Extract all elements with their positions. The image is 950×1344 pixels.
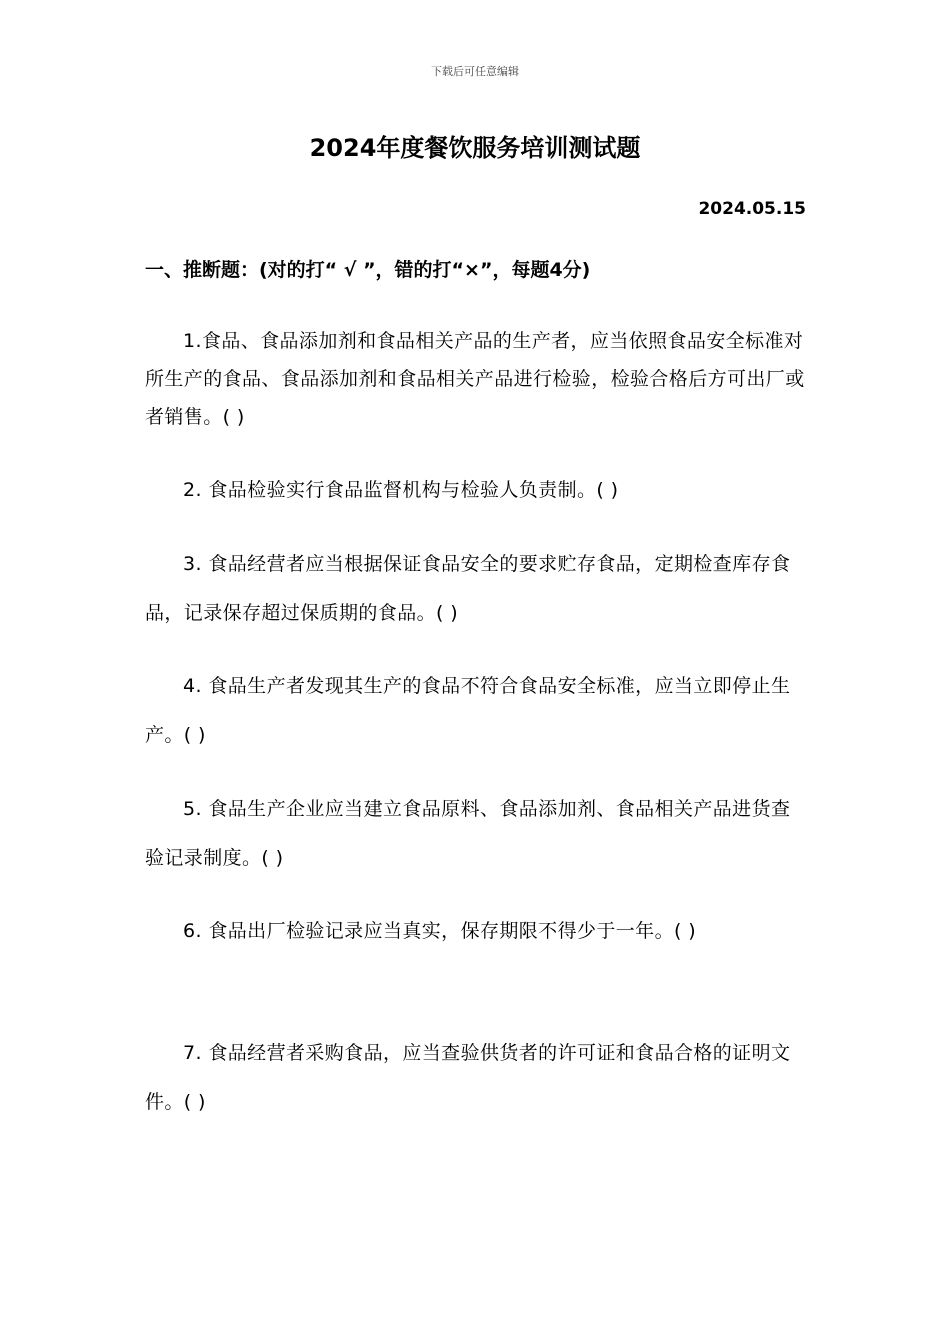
question-3: 3. 食品经营者应当根据保证食品安全的要求贮存食品，定期检查库存食品，记录保存超过保质期的食品。( ) xyxy=(145,553,791,624)
document-title: 2024年度餐饮服务培训测试题 xyxy=(309,134,641,162)
section-heading: 一、推断题：(对的打“ √ ”，错的打“×”，每题4分) xyxy=(145,259,591,281)
header-note: 下载后可任意编辑 xyxy=(431,65,519,78)
question-2: 2. 食品检验实行食品监督机构与检验人负责制。( ) xyxy=(183,479,619,501)
question-1: 1.食品、食品添加剂和食品相关产品的生产者，应当依照食品安全标准对所生产的食品、食品添加剂和食品相关产品进行检验，检验合格后方可出厂或者销售。( ) xyxy=(145,330,805,428)
document-date: 2024.05.15 xyxy=(698,199,806,219)
question-4: 4. 食品生产者发现其生产的食品不符合食品安全标准，应当立即停止生产。( ) xyxy=(145,675,791,746)
question-6: 6. 食品出厂检验记录应当真实，保存期限不得少于一年。( ) xyxy=(183,920,697,942)
question-5: 5. 食品生产企业应当建立食品原料、食品添加剂、食品相关产品进货查验记录制度。( ) xyxy=(145,798,791,869)
question-7: 7. 食品经营者采购食品，应当查验供货者的许可证和食品合格的证明文件。( ) xyxy=(145,1042,791,1113)
